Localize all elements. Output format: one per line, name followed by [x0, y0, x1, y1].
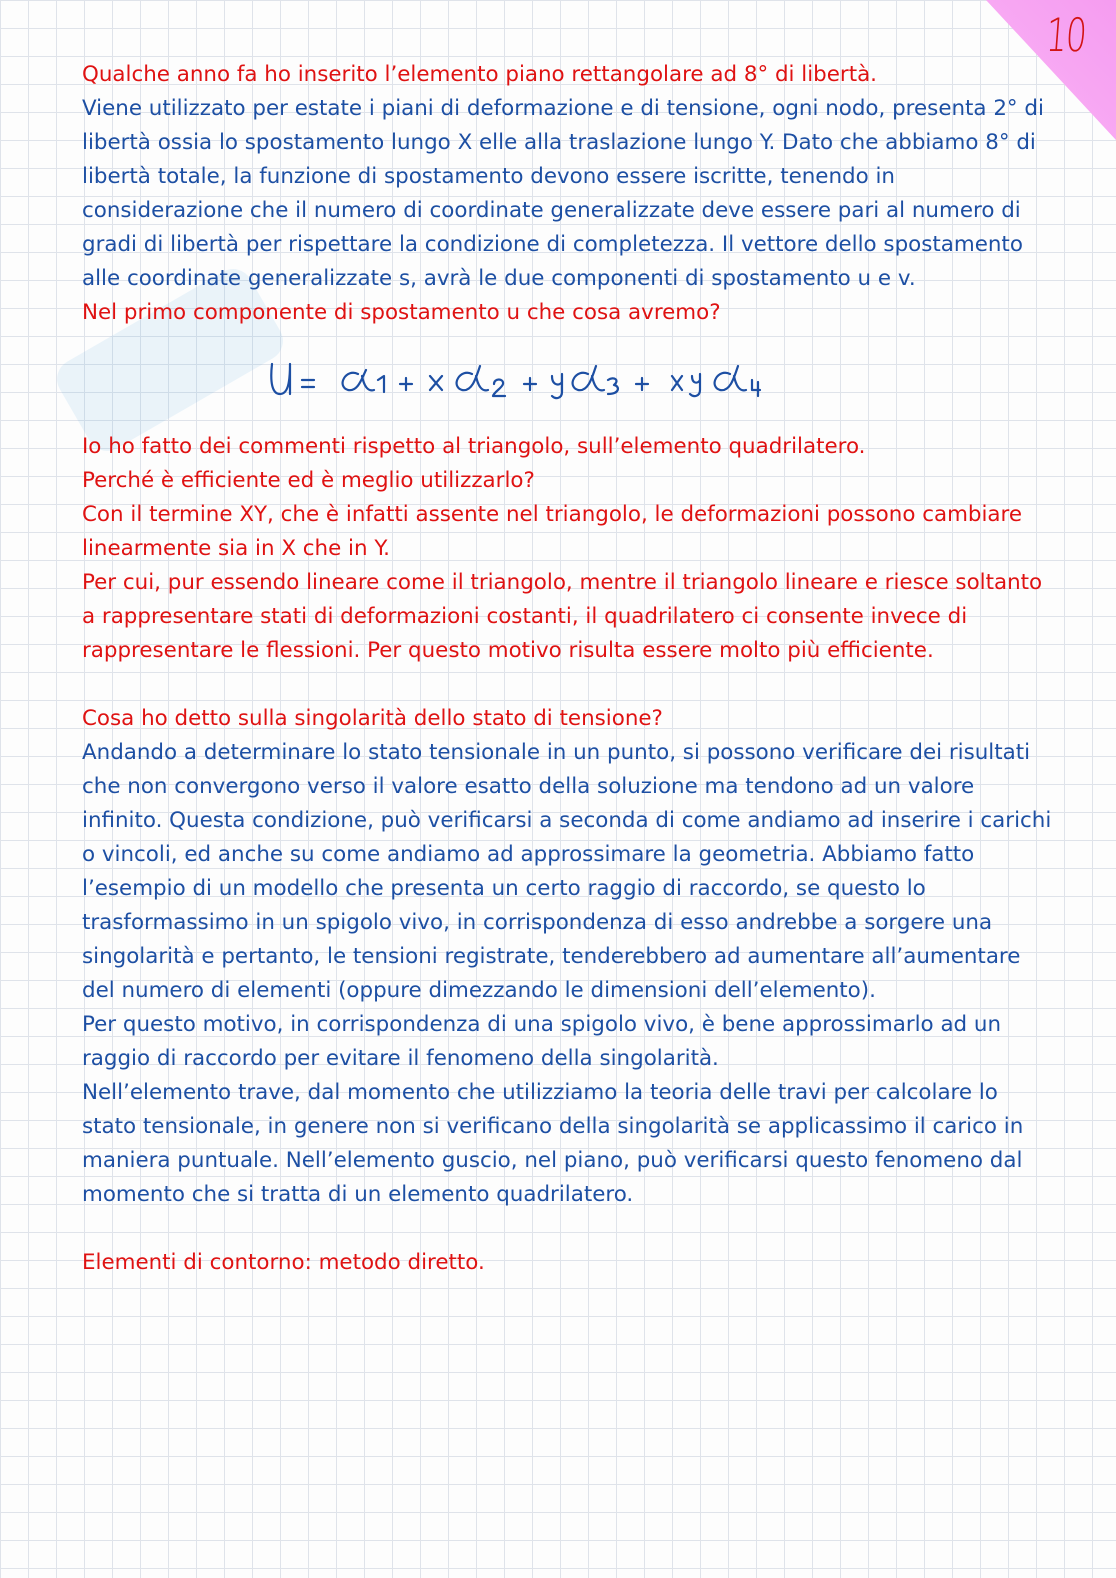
- document-body: [82, 58, 1057, 1280]
- paragraph: Nell’elemento trave, dal momento che utilizziamo la teoria delle travi per calcolare lo stato tensionale, in genere non si verificano della singolarità se applicassimo il carico in maniera puntuale. Nell’elemento guscio, nel piano, può verificarsi questo fenomeno dal momento che si tratta di un elemento quadrilatero.: [82, 1080, 1024, 1207]
- handwritten-formula: [82, 330, 1057, 430]
- paragraph: Nel primo componente di spostamento u che cosa avremo?: [82, 300, 721, 325]
- spacer: [82, 1212, 1057, 1246]
- paragraph: Cosa ho detto sulla singolarità dello stato di tensione?: [82, 706, 663, 731]
- paragraph: Andando a determinare lo stato tensionale in un punto, si possono verificare dei risultati che non convergono verso il valore esatto della soluzione ma tendono ad un valore infinito. Questa condizione, può verificarsi a seconda di come andiamo ad inserire i carichi o vincoli, ed anche su come andiamo ad approssimare la geometria. Abbiamo fatto l’esempio di un modello che presenta un certo raggio di raccordo, se questo lo trasformassimo in un spigolo vivo, in corrispondenza di esso andrebbe a sorgere una singolarità e pertanto, le tensioni registrate, tenderebbero ad aumentare all’aumentare del numero di elementi (oppure dimezzando le dimensioni dell’elemento).: [82, 740, 1052, 1003]
- paragraph: Io ho fatto dei commenti rispetto al triangolo, sull’elemento quadrilatero.: [82, 434, 866, 459]
- paragraph: Per cui, pur essendo lineare come il triangolo, mentre il triangolo lineare e riesce soltanto a rappresentare stati di deformazioni costanti, il quadrilatero ci consente invece di rappresentare le flessioni. Per questo motivo risulta essere molto più efficiente.: [82, 570, 1043, 663]
- paragraph: Elementi di contorno: metodo diretto.: [82, 1250, 485, 1275]
- page-number: 10: [1044, 8, 1088, 62]
- spacer: [82, 668, 1057, 702]
- formula-drawing: [262, 352, 802, 412]
- paragraph: Viene utilizzato per estate i piani di deformazione e di tensione, ogni nodo, presenta 2° di libertà ossia lo spostamento lungo X elle alla traslazione lungo Y. Dato che abbiamo 8° di libertà totale, la funzione di spostamento devono essere iscritte, tenendo in considerazione che il numero di coordinate generalizzate deve essere pari al numero di gradi di libertà per rispettare la condizione di completezza. Il vettore dello spostamento alle coordinate generalizzate s, avrà le due componenti di spostamento u e v.: [82, 96, 1044, 291]
- paragraph: Per questo motivo, in corrispondenza di una spigolo vivo, è bene approssimarlo ad un raggio di raccordo per evitare il fenomeno della singolarità.: [82, 1012, 1002, 1071]
- paragraph: Con il termine XY, che è infatti assente nel triangolo, le deformazioni possono cambiare linearmente sia in X che in Y.: [82, 502, 1023, 561]
- paragraph: Perché è efficiente ed è meglio utilizzarlo?: [82, 468, 535, 493]
- paragraph: Qualche anno fa ho inserito l’elemento piano rettangolare ad 8° di libertà.: [82, 62, 877, 87]
